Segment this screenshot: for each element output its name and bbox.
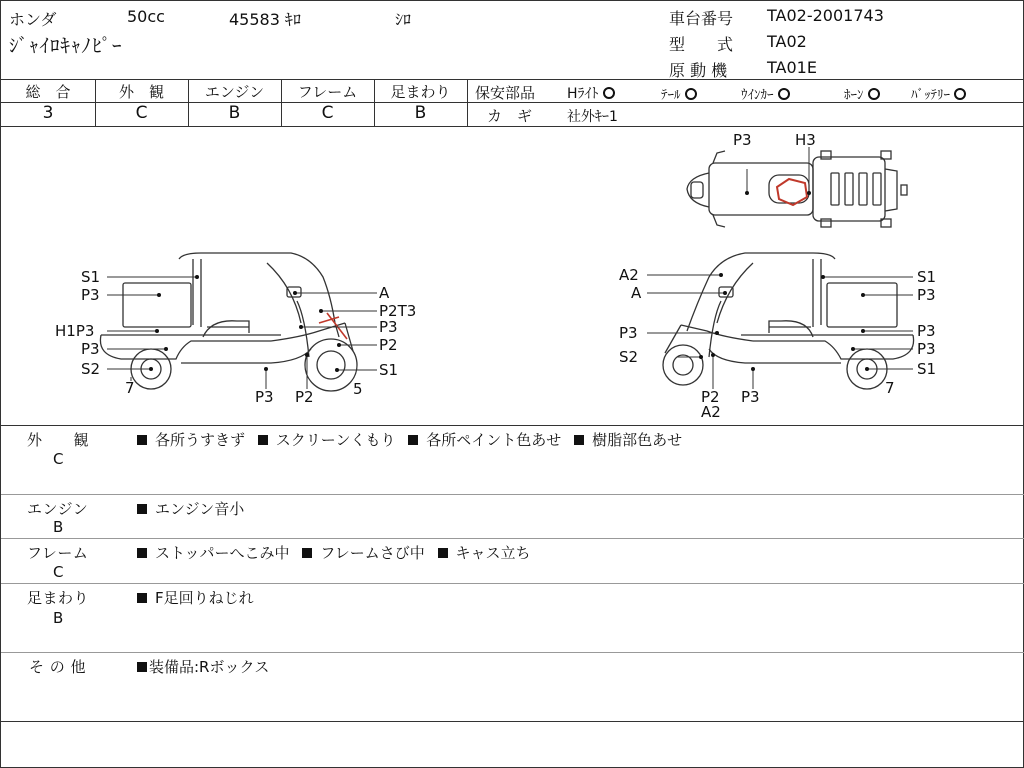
bullet-square-icon [137, 662, 147, 672]
bullet-square-icon [438, 548, 448, 558]
left-p3c: P3 [379, 318, 398, 336]
right-s1: S1 [917, 268, 937, 286]
safety-headlight: Hﾗｲﾄ [567, 83, 615, 103]
model-name: ｼﾞｬｲﾛｷｬﾉﾋﾟｰ [9, 35, 123, 57]
notes-other-items: 装備品:Rボックス [137, 656, 269, 677]
notes-frame-label: フレーム [27, 544, 89, 562]
left-h1p3: H1P3 [55, 322, 95, 340]
overall-grade: 3 [42, 103, 54, 123]
top-view [687, 151, 907, 227]
left-p2a: P2 [379, 336, 398, 354]
overall-label: 総 合 [25, 83, 71, 101]
bullet-square-icon [137, 548, 147, 558]
ok-circle-icon [868, 88, 880, 100]
exterior-grade: C [135, 103, 148, 123]
bullet-square-icon [258, 435, 268, 445]
safety-battery: ﾊﾞｯﾃﾘｰ [911, 84, 966, 103]
ok-circle-icon [685, 88, 697, 100]
safety-horn: ﾎｰﾝ [844, 84, 880, 103]
right-s1b: S1 [917, 360, 937, 378]
color: ｼﾛ [395, 10, 412, 29]
key-label: カ ギ [487, 107, 533, 125]
top-h3: H3 [795, 131, 816, 149]
notes-exterior-items: 各所うすきず スクリーンくもり 各所ペイント色あせ 樹脂部色あせ [137, 429, 682, 450]
right-a2b: A2 [701, 403, 721, 421]
right-p3a: P3 [619, 324, 638, 342]
left-p3d: P3 [255, 388, 274, 406]
engine-grade: B [228, 103, 241, 123]
right-p3c: P3 [917, 286, 936, 304]
engine-model-label: 原 動 機 [669, 61, 728, 80]
maker: ホンダ [9, 10, 57, 29]
bullet-square-icon [137, 435, 147, 445]
top-p3: P3 [733, 131, 752, 149]
notes-exterior-grade: C [53, 450, 64, 468]
left-s1: S1 [81, 268, 101, 286]
ok-circle-icon [778, 88, 790, 100]
left-p3a: P3 [81, 286, 100, 304]
bullet-square-icon [574, 435, 584, 445]
right-p3b: P3 [741, 388, 760, 406]
type-value: TA02 [767, 32, 807, 51]
safety-taillight: ﾃｰﾙ [661, 84, 697, 103]
frame-label: フレーム [297, 83, 358, 101]
bullet-square-icon [408, 435, 418, 445]
right-p3e: P3 [917, 340, 936, 358]
left-7: 7 [125, 379, 135, 397]
left-s1b: S1 [379, 361, 399, 379]
engine-label: エンジン [204, 83, 265, 101]
damage-diagram [1, 127, 1024, 425]
notes-suspension-items: F足回りねじれ [137, 587, 254, 608]
left-p3b: P3 [81, 340, 100, 358]
right-p3d: P3 [917, 322, 936, 340]
left-side-view [100, 253, 357, 391]
exterior-label: 外 観 [118, 83, 164, 101]
frame-number-value: TA02-2001743 [767, 6, 884, 25]
ok-circle-icon [603, 87, 615, 99]
left-p2b: P2 [295, 388, 314, 406]
right-a2: A2 [619, 266, 639, 284]
key-value: 社外ｷｰ1 [567, 109, 618, 125]
type-label: 型 式 [669, 35, 734, 54]
safety-parts-label: 保安部品 [475, 84, 536, 102]
safety-winker: ｳｲﾝｶｰ [741, 84, 790, 103]
bullet-square-icon [302, 548, 312, 558]
right-a: A [631, 284, 642, 302]
engine-model-value: TA01E [767, 58, 817, 77]
notes-engine-label: エンジン [27, 500, 89, 518]
notes-exterior-label: 外 観 [27, 431, 90, 449]
notes-frame-grade: C [53, 563, 64, 581]
frame-grade: C [321, 103, 334, 123]
left-a: A [379, 284, 390, 302]
right-p2: P2 [701, 388, 720, 406]
bullet-square-icon [137, 504, 147, 514]
right-s2: S2 [619, 348, 639, 366]
notes-suspension-grade: B [53, 609, 64, 627]
suspension-grade: B [414, 103, 427, 123]
right-7: 7 [885, 379, 895, 397]
frame-number-label: 車台番号 [669, 9, 734, 28]
suspension-label: 足まわり [390, 83, 451, 101]
left-s2: S2 [81, 360, 101, 378]
ok-circle-icon [954, 88, 966, 100]
displacement: 50cc [127, 7, 165, 26]
left-p2t3: P2T3 [379, 302, 417, 320]
mileage: 45583 ｷﾛ [229, 10, 301, 29]
notes-frame-items: ストッパーへこみ中 フレームさび中 キャス立ち [137, 542, 531, 563]
notes-suspension-label: 足まわり [27, 589, 90, 607]
left-5: 5 [353, 380, 363, 398]
notes-engine-items: エンジン音小 [137, 498, 244, 519]
bullet-square-icon [137, 593, 147, 603]
notes-engine-grade: B [53, 518, 64, 536]
notes-other-label: そ の 他 [29, 658, 87, 676]
